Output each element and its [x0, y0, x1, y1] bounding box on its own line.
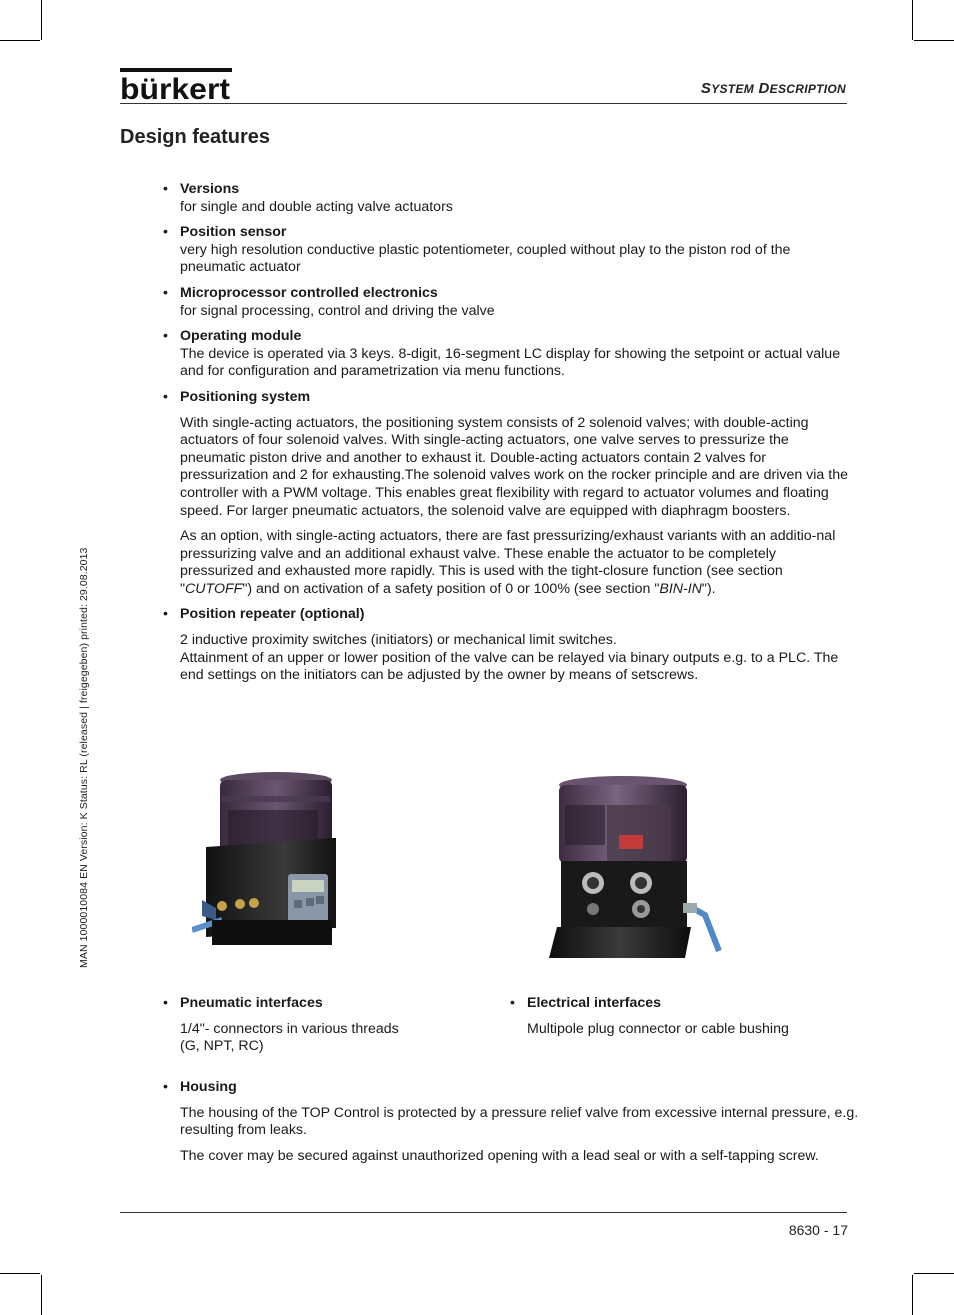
crop-mark [912, 1275, 913, 1315]
section-reference: CUTOFF [185, 580, 243, 597]
feature-title: Electrical interfaces [527, 995, 662, 1011]
svg-text:bürkert: bürkert [120, 73, 231, 102]
document-side-note: MAN 1000010084 EN Version: K Status: RL (released | freigegeben) printed: 29.08.2013 [78, 547, 90, 968]
crop-mark [41, 0, 42, 40]
feature-text: The housing of the TOP Control is protected by a pressure relief valve from excessive internal pressure, e.g. resulting from leaks. [180, 1104, 859, 1139]
feature-housing [163, 1079, 870, 1165]
feature-electrical-interfaces [510, 995, 857, 1038]
feature-text: for signal processing, control and driving the valve [180, 302, 495, 319]
crop-mark [41, 1275, 42, 1315]
crop-mark [0, 40, 40, 41]
feature-text: As an option, with single-acting actuators, there are fast pressurizing/exhaust variants with an additio-nal pressurizing valve and an additional exhaust valve. These enable the actuator to be completely pressurized and exhausted more rapidly. This is used with the tight-closure function (see section "CUTOFF") and on activation of a safety position of 0 or 100% (see section "BIN-IN"). [180, 528, 836, 597]
feature-text: for single and double acting valve actuators [180, 198, 453, 215]
feature-text: 2 inductive proximity switches (initiators) or mechanical limit switches. [180, 632, 617, 649]
crop-mark [914, 40, 954, 41]
feature-positioning-system [163, 389, 853, 599]
crop-mark [912, 0, 913, 40]
feature-list [163, 181, 853, 693]
bullet: • [163, 606, 168, 623]
section-reference: BIN-IN [659, 580, 702, 597]
bullet: • [163, 181, 168, 197]
bullet: • [163, 284, 168, 301]
bullet: • [163, 388, 168, 405]
device-photo-pneumatic [192, 770, 360, 945]
feature-title: Housing [180, 1079, 237, 1095]
feature-title: Position sensor [180, 224, 287, 241]
feature-microprocessor [163, 285, 853, 320]
burkert-logo [120, 64, 232, 102]
bullet: • [163, 995, 168, 1011]
header-rule [120, 103, 847, 104]
feature-text: The device is operated via 3 keys. 8-digit, 16-segment LC display for showing the setpoint or actual value and for configuration and parametrization via menu functions. [180, 345, 841, 380]
feature-text: 1/4"- connectors in various threads [180, 1020, 399, 1037]
feature-pneumatic-interfaces [163, 995, 480, 1056]
page-number: 8630 - 17 [788, 1222, 848, 1238]
feature-title: Positioning system [180, 388, 311, 405]
bullet: • [163, 1079, 168, 1095]
feature-title: Pneumatic interfaces [180, 995, 323, 1011]
bullet: • [163, 328, 168, 345]
feature-position-sensor [163, 224, 853, 277]
feature-versions [163, 181, 853, 216]
page-title: Design features [120, 126, 271, 148]
bullet: • [163, 224, 168, 241]
feature-text: With single-acting actuators, the positioning system consists of 2 solenoid valves; with double-acting actuators of four solenoid valves. With single-acting actuators, one valve serves to pressurize the pneumatic piston drive and another to exhaust it. Double-acting actuators contain 2 valves for pressurization and 2 for exhausting.The solenoid valves work on the rocker principle and are driven via the controller with a PWM voltage. This enables great flexibility with regard to actuator volumes and floating speed. For larger pneumatic actuators, the solenoid valve are equipped with diaphragm boosters. [180, 414, 848, 519]
feature-text: Attainment of an upper or lower position of the valve can be relayed via binary outputs e.g. to a PLC. The end settings on the initiators can be adjusted by the owner by means of setscrews. [180, 649, 839, 684]
feature-text: very high resolution conductive plastic potentiometer, coupled without play to the piston rod of the pneumatic actuator [180, 241, 791, 276]
feature-title: Position repeater (optional) [180, 606, 365, 623]
feature-operating-module [163, 328, 853, 381]
section-title: SYSTEM DESCRIPTION [700, 80, 846, 97]
feature-text: (G, NPT, RC) [180, 1038, 264, 1055]
feature-title: Versions [180, 181, 240, 197]
feature-text: The cover may be secured against unauthorized opening with a lead seal or with a self-tapping screw. [180, 1147, 819, 1164]
feature-title: Microprocessor controlled electronics [180, 284, 438, 301]
bullet: • [510, 995, 515, 1011]
feature-text: Multipole plug connector or cable bushing [527, 1020, 789, 1037]
footer-rule [120, 1212, 847, 1213]
device-photo-electrical [545, 775, 725, 958]
feature-position-repeater [163, 606, 853, 684]
crop-mark [914, 1273, 954, 1274]
feature-title: Operating module [180, 328, 302, 345]
crop-mark [0, 1273, 40, 1274]
